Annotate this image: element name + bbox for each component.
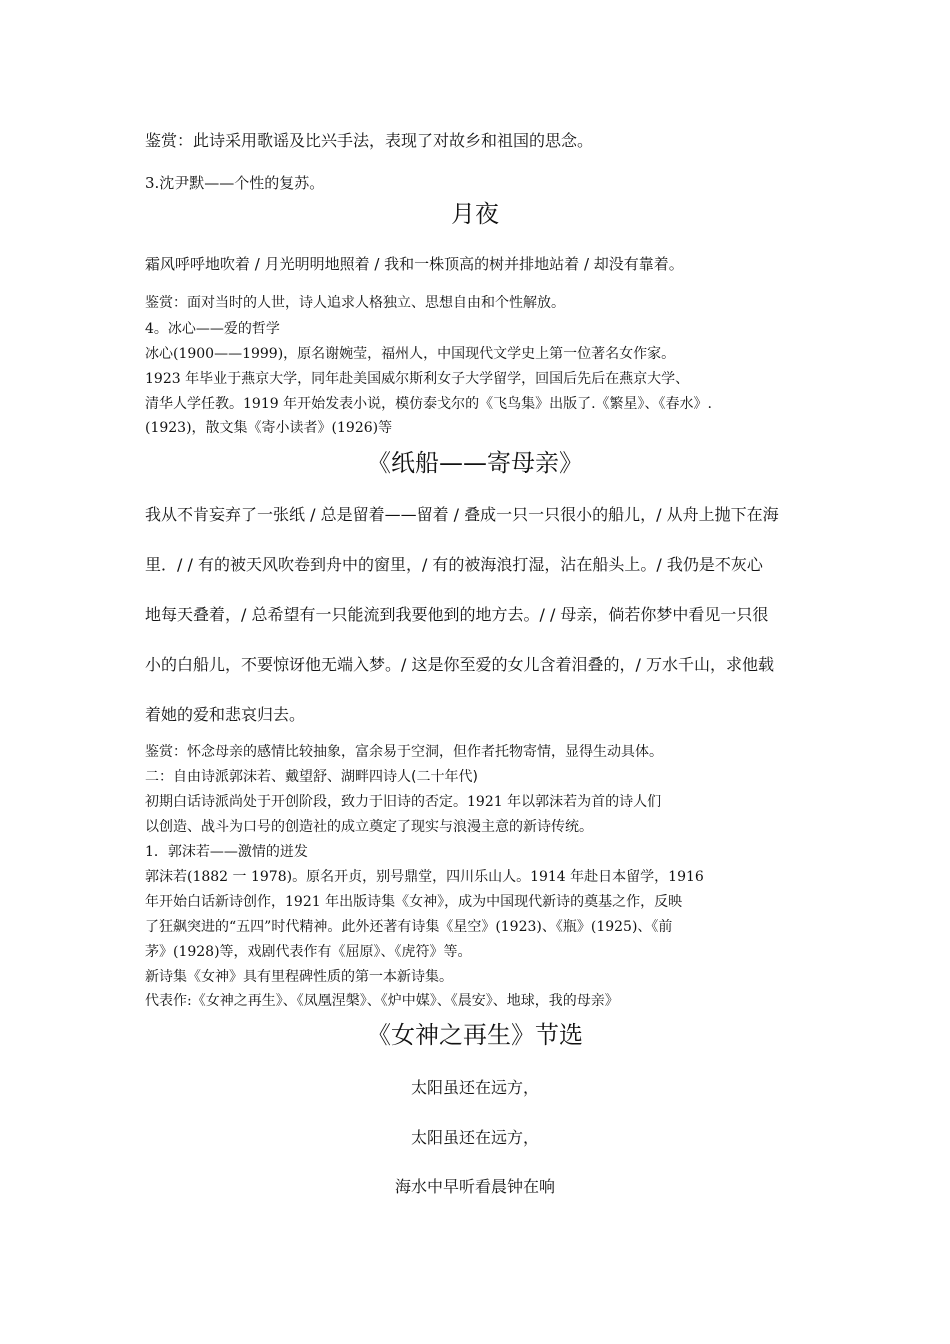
body-text: 代表作:《女神之再生》、《凤凰涅槃》、《炉中媒》、《晨安》、地球，我的母亲》 [145,993,619,1009]
section-heading: 二：自由诗派郭沫若、戴望舒、湖畔四诗人(二十年代) [145,769,478,785]
body-text: 初期白话诗派尚处于开创阶段，致力于旧诗的否定。1921 年以郭沫若为首的诗人们 [145,794,662,810]
poem-text: 霜风呼呼地吹着 / 月光明明地照着 / 我和一株顶高的树并排地站着 / 却没有靠着。 [145,255,684,273]
body-text: 1923 年毕业于燕京大学，同年赴美国威尔斯利女子大学留学，回国后先后在燕京大学、 [145,371,690,387]
body-text: 郭沫若(1882 一 1978)。原名开贞，别号鼎堂，四川乐山人。1914 年赴日本留学，1916 [145,869,704,885]
body-text: (1923)，散文集《寄小读者》(1926)等 [145,420,393,436]
poem-title: 《女神之再生》节选 [367,1021,583,1049]
appreciation-line: 鉴赏：面对当时的人世，诗人追求人格独立、思想自由和个性解放。 [145,295,565,311]
verse-line: 太阳虽还在远方， [410,1078,539,1097]
section-heading: 4。冰心——爱的哲学 [145,321,280,337]
section-heading: 1．郭沫若——激情的迸发 [145,844,308,860]
appreciation-line: 鉴赏：怀念母亲的感情比较抽象，富余易于空洞，但作者托物寄情，显得生动具体。 [145,744,663,760]
poem-text: 地每天叠着，/ 总希望有一只能流到我要他到的地方去。/ / 母亲，倘若你梦中看见一只很 [145,605,769,624]
poem-text: 着她的爱和悲哀归去。 [145,705,306,724]
body-text: 年开始白话新诗创作，1921 年出版诗集《女神》，成为中国现代新诗的奠基之作，反映 [145,894,683,910]
verse-line: 太阳虽还在远方， [410,1128,539,1147]
poem-title: 《纸船——寄母亲》 [367,449,583,477]
poem-text: 小的白船儿，不要惊讶他无端入梦。/ 这是你至爱的女儿含着泪叠的，/ 万水千山，求他载 [145,655,774,674]
appreciation-line: 鉴赏：此诗采用歌谣及比兴手法，表现了对故乡和祖国的思念。 [145,131,594,150]
body-text: 清华人学任教。1919 年开始发表小说，模仿泰戈尔的《飞鸟集》出版了.《繁星》、《春水》. [145,396,712,412]
body-text: 茅》(1928)等，戏剧代表作有《屈原》、《虎符》等。 [145,944,472,960]
body-text: 新诗集《女神》具有里程碑性质的第一本新诗集。 [145,969,453,985]
poem-text: 我从不肯妄弃了一张纸 / 总是留着——留着 / 叠成一只一只很小的船儿，/ 从舟上抛下在海 [145,505,779,524]
section-heading: 3.沈尹默——个性的复苏。 [145,174,325,192]
body-text: 以创造、战斗为口号的创造社的成立奠定了现实与浪漫主意的新诗传统。 [145,819,593,835]
body-text: 冰心(1900——1999)，原名谢婉莹，福州人，中国现代文学史上第一位著名女作家。 [145,346,676,362]
poem-text: 里．/ / 有的被天风吹卷到舟中的窗里，/ 有的被海浪打湿，沾在船头上。/ 我仍是不灰心 [145,555,763,574]
poem-title: 月夜 [451,200,499,228]
body-text: 了狂飙突进的“五四”时代精神。此外还著有诗集《星空》(1923)、《瓶》(1925)、《前 [145,919,673,935]
verse-line: 海水中早听看晨钟在响 [394,1177,555,1196]
